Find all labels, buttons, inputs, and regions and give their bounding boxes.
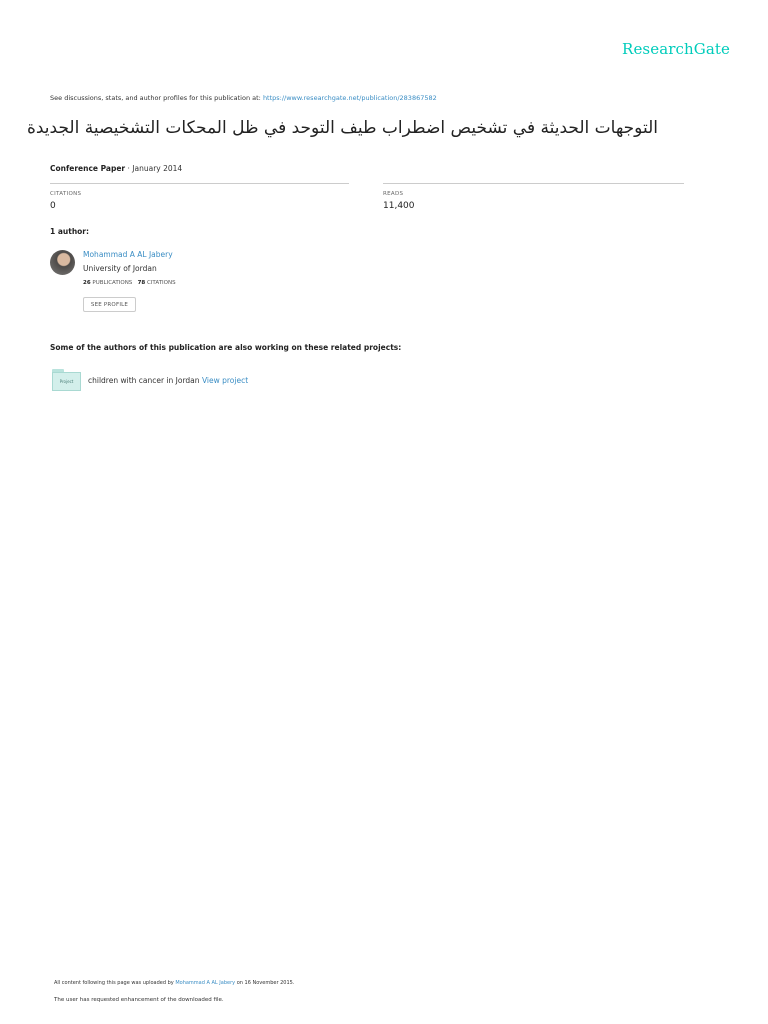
project-folder-icon[interactable] [52, 369, 81, 391]
project-icon-label: Project [52, 372, 81, 391]
author-citations-label: CITATIONS [146, 280, 176, 286]
citations-value: 0 [50, 201, 56, 211]
upload-prefix: All content following this page was uploaded by [54, 980, 174, 986]
researchgate-logo[interactable]: ResearchGate [622, 40, 730, 58]
publication-date: January 2014 [132, 164, 183, 173]
publication-type: Conference Paper [50, 164, 126, 173]
discussion-prefix: See discussions, stats, and author profiles for this publication at: [50, 94, 261, 102]
view-project-link[interactable]: View project [201, 376, 249, 385]
authors-heading: 1 author: [50, 227, 90, 236]
upload-suffix: on 16 November 2015. [236, 980, 295, 986]
related-projects-heading: Some of the authors of this publication are also working on these related projects: [50, 343, 402, 352]
author-stats [83, 280, 176, 286]
publication-meta [50, 164, 182, 173]
reads-value: 11,400 [383, 201, 415, 211]
reads-label: READS [383, 191, 404, 197]
meta-separator: · [125, 164, 133, 173]
citations-label: CITATIONS [50, 191, 82, 197]
publication-url-link[interactable]: https://www.researchgate.net/publication/283867582 [262, 94, 437, 102]
author-publications-label: PUBLICATIONS [92, 280, 133, 286]
author-name-link[interactable]: Mohammad A AL Jabery [83, 250, 173, 259]
upload-notice [54, 980, 294, 986]
author-publications-count: 26 [83, 280, 91, 286]
reads-divider [383, 183, 684, 184]
enhancement-note: The user has requested enhancement of the downloaded file. [54, 997, 224, 1003]
author-institution: University of Jordan [83, 264, 157, 273]
discussion-line [50, 94, 437, 102]
project-title: children with cancer in Jordan [88, 376, 200, 385]
citations-divider [50, 183, 349, 184]
project-item [88, 376, 248, 385]
author-avatar[interactable] [50, 250, 75, 275]
publication-title: التوجهات الحديثة في تشخيص اضطراب طيف التوحد في ظل المحكات التشخيصية الجديدة [26, 118, 658, 138]
uploader-link[interactable]: Mohammad A AL Jabery [175, 980, 236, 986]
author-citations-count: 78 [137, 280, 146, 286]
see-profile-button[interactable]: SEE PROFILE [83, 297, 136, 312]
